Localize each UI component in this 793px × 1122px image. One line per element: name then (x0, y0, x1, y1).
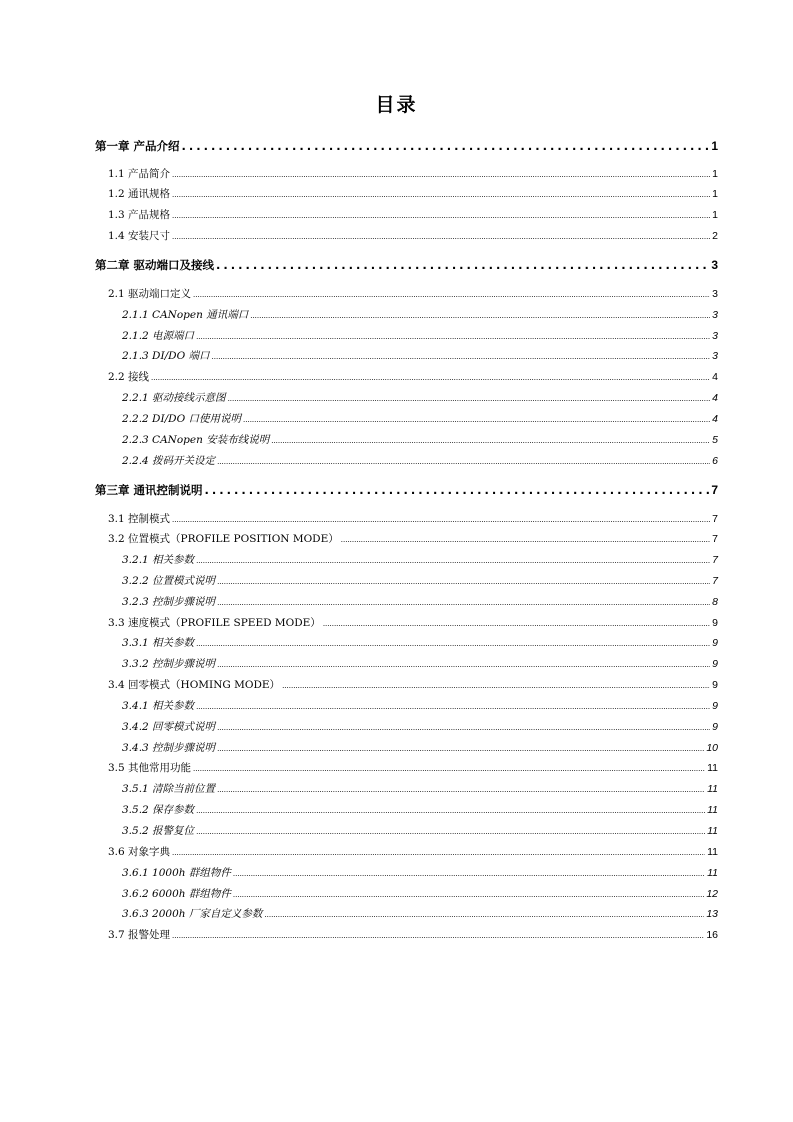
toc-page-number: 11 (707, 867, 718, 879)
toc-page-number: 3 (711, 258, 718, 272)
dot-leader (323, 620, 710, 628)
toc-entry-title: 3.1 控制模式 (108, 513, 171, 525)
toc-page-number: 1 (712, 209, 718, 221)
toc-page-number: 3 (712, 330, 718, 342)
toc-entry[interactable] (108, 677, 718, 692)
toc-page-number: 9 (712, 679, 718, 691)
toc-page-number: 11 (707, 783, 718, 795)
toc-page-number: 11 (707, 762, 718, 774)
dot-leader (233, 870, 705, 878)
dot-leader (193, 291, 710, 299)
toc-page-number: 10 (706, 742, 718, 754)
dot-leader (182, 139, 710, 151)
toc-entry-title: 2.1.1 CANopen 通讯端口 (122, 309, 249, 321)
toc-entry-title: 3.3.2 控制步骤说明 (122, 658, 216, 670)
toc-entry-title: 3.2.2 位置模式说明 (122, 575, 216, 587)
toc-entry[interactable] (122, 390, 718, 405)
toc-entry-title: 2.2.3 CANopen 安装布线说明 (122, 434, 270, 446)
toc-chapter[interactable] (95, 482, 718, 498)
dot-leader (217, 458, 710, 466)
toc-page-number: 12 (706, 888, 718, 900)
toc-entry-title: 第二章 驱动端口及接线 (95, 258, 215, 272)
toc-page-number: 7 (712, 513, 718, 525)
toc-page-number: 4 (712, 371, 718, 383)
toc-entry[interactable] (108, 615, 718, 630)
toc-entry[interactable] (108, 228, 718, 243)
toc-entry[interactable] (108, 927, 718, 942)
dot-leader (151, 374, 710, 382)
toc-entry[interactable] (122, 802, 718, 817)
toc-chapter[interactable] (95, 138, 718, 154)
toc-entry[interactable] (108, 186, 718, 201)
toc-entry[interactable] (122, 823, 718, 838)
toc-entry-title: 2.2.2 DI/DO 口使用说明 (122, 413, 242, 425)
toc-page-number: 9 (712, 637, 718, 649)
toc-entry-title: 3.2.1 相关参数 (122, 554, 195, 566)
toc-entry[interactable] (122, 432, 718, 447)
toc-entry-title: 2.1.3 DI/DO 端口 (122, 350, 210, 362)
dot-leader (172, 212, 710, 220)
toc-entry-title: 2.1.2 电源端口 (122, 330, 195, 342)
toc-entry-title: 3.6.2 6000h 群组物件 (122, 888, 231, 900)
toc-entry[interactable] (122, 781, 718, 796)
dot-leader (341, 536, 710, 544)
dot-leader (271, 437, 710, 445)
toc-entry[interactable] (122, 886, 718, 901)
toc-page-number: 13 (706, 908, 718, 920)
toc-entry-title: 2.1 驱动端口定义 (108, 288, 192, 300)
toc-page-number: 11 (707, 804, 718, 816)
dot-leader (193, 765, 705, 773)
toc-entry-title: 3.2.3 控制步骤说明 (122, 596, 216, 608)
toc-page-number: 6 (712, 455, 718, 467)
dot-leader (172, 191, 710, 199)
dot-leader (217, 599, 710, 607)
toc-page-number: 4 (712, 392, 718, 404)
toc-page-number: 2 (712, 230, 718, 242)
dot-leader (217, 661, 710, 669)
page-title: 目录 (375, 94, 418, 116)
dot-leader (172, 849, 705, 857)
toc-entry-title: 3.4 回零模式（HOMING MODE） (108, 679, 281, 691)
toc-entry-title: 3.5.2 报警复位 (122, 825, 195, 837)
dot-leader (228, 395, 711, 403)
dot-leader (196, 703, 710, 711)
toc-entry-title: 3.3.1 相关参数 (122, 637, 195, 649)
toc-page-number: 8 (712, 596, 718, 608)
dot-leader (212, 353, 711, 361)
toc-entry[interactable] (122, 740, 718, 755)
toc-page-number: 9 (712, 700, 718, 712)
toc-entry-title: 3.3 速度模式（PROFILE SPEED MODE） (108, 617, 321, 629)
toc-entry-title: 第三章 通讯控制说明 (95, 483, 203, 497)
toc-entry[interactable] (122, 698, 718, 713)
dot-leader (172, 233, 710, 241)
toc-entry[interactable] (122, 552, 718, 567)
toc-entry[interactable] (122, 656, 718, 671)
dot-leader (196, 807, 705, 815)
toc-entry-title: 3.4.1 相关参数 (122, 700, 195, 712)
toc-entry[interactable] (108, 531, 718, 546)
dot-leader (233, 891, 704, 899)
toc-entry[interactable] (122, 635, 718, 650)
toc-entry-title: 3.2 位置模式（PROFILE POSITION MODE） (108, 533, 339, 545)
toc-entry-title: 3.7 报警处理 (108, 929, 171, 941)
dot-leader (172, 932, 704, 940)
toc-entry[interactable] (122, 411, 718, 426)
toc-entry-title: 3.5.2 保存参数 (122, 804, 195, 816)
dot-leader (196, 828, 705, 836)
toc-page-number: 5 (712, 434, 718, 446)
toc-entry-title: 1.3 产品规格 (108, 209, 171, 221)
dot-leader (264, 911, 704, 919)
toc-entry-title: 1.2 通讯规格 (108, 188, 171, 200)
toc-entry[interactable] (122, 906, 718, 921)
toc-entry-title: 1.4 安装尺寸 (108, 230, 171, 242)
toc-page-number: 3 (712, 288, 718, 300)
toc-entry[interactable] (122, 594, 718, 609)
toc-page-number: 9 (712, 721, 718, 733)
toc-page-number: 11 (707, 846, 718, 858)
toc-page-number: 1 (712, 188, 718, 200)
toc-page-number: 7 (712, 575, 718, 587)
dot-leader (282, 682, 710, 690)
toc-page-number: 1 (712, 168, 718, 180)
dot-leader (172, 171, 710, 179)
toc-page-number: 16 (706, 929, 718, 941)
dot-leader (216, 258, 709, 270)
toc-page-number: 7 (712, 554, 718, 566)
toc-entry-title: 2.2 接线 (108, 371, 150, 383)
toc-entry[interactable] (108, 511, 718, 526)
toc-entry[interactable] (122, 453, 718, 468)
toc-entry[interactable] (122, 348, 718, 363)
toc-entry[interactable] (108, 166, 718, 181)
dot-leader (217, 786, 705, 794)
toc-page-number: 3 (712, 309, 718, 321)
toc-entry[interactable] (122, 328, 718, 343)
toc-entry-title: 1.1 产品简介 (108, 168, 171, 180)
dot-leader (217, 724, 710, 732)
toc-entry[interactable] (108, 760, 718, 775)
toc-entry-title: 3.5 其他常用功能 (108, 762, 192, 774)
toc-entry[interactable] (108, 369, 718, 384)
dot-leader (243, 416, 710, 424)
dot-leader (217, 578, 710, 586)
dot-leader (196, 557, 710, 565)
toc-entry-title: 3.6 对象字典 (108, 846, 171, 858)
dot-leader (205, 483, 710, 495)
toc-entry-title: 第一章 产品介绍 (95, 139, 180, 153)
dot-leader (217, 745, 704, 753)
toc-entry[interactable] (108, 286, 718, 301)
toc-page-number: 11 (707, 825, 718, 837)
toc-chapter[interactable] (95, 257, 718, 273)
toc-page-number: 9 (712, 658, 718, 670)
dot-leader (196, 640, 710, 648)
dot-leader (196, 333, 710, 341)
toc-entry[interactable] (108, 844, 718, 859)
toc-entry-title: 2.2.4 拨码开关设定 (122, 455, 216, 467)
toc-entry[interactable] (108, 207, 718, 222)
toc-entry[interactable] (122, 719, 718, 734)
toc-entry-title: 3.4.2 回零模式说明 (122, 721, 216, 733)
toc-page-number: 4 (712, 413, 718, 425)
toc-entry[interactable] (122, 865, 718, 880)
toc-entry[interactable] (122, 307, 718, 322)
dot-leader (172, 516, 710, 524)
toc-entry-title: 3.6.1 1000h 群组物件 (122, 867, 231, 879)
toc-entry-title: 3.5.1 清除当前位置 (122, 783, 216, 795)
toc-page-number: 9 (712, 617, 718, 629)
toc-entry[interactable] (122, 573, 718, 588)
toc-page-number: 1 (711, 139, 718, 153)
toc-page-number: 7 (711, 483, 718, 497)
toc-entry-title: 3.4.3 控制步骤说明 (122, 742, 216, 754)
toc-entry-title: 3.6.3 2000h 厂家自定义参数 (122, 908, 263, 920)
toc-entry-title: 2.2.1 驱动接线示意图 (122, 392, 226, 404)
dot-leader (250, 312, 710, 320)
toc-page-number: 3 (712, 350, 718, 362)
toc-page-number: 7 (712, 533, 718, 545)
